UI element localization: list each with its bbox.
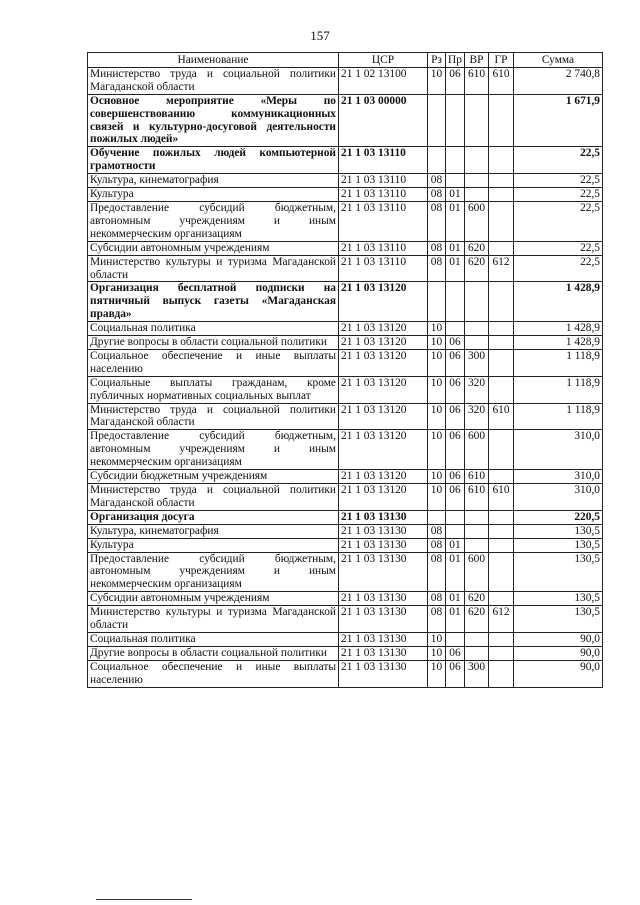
sum-cell: 90,0 <box>514 632 603 646</box>
header-csr: ЦСР <box>339 53 428 68</box>
table-row <box>88 349 603 376</box>
pr-cell: 01 <box>446 538 465 552</box>
pr-cell: 06 <box>446 67 465 94</box>
rz-cell <box>428 510 446 524</box>
name-cell: Другие вопросы в области социальной политики <box>88 336 339 350</box>
sum-cell: 310,0 <box>514 484 603 511</box>
csr-cell: 21 1 03 13130 <box>339 538 428 552</box>
sum-cell: 90,0 <box>514 660 603 687</box>
rz-cell: 10 <box>428 470 446 484</box>
vr-cell: 600 <box>465 430 489 470</box>
table-row <box>88 67 603 94</box>
rz-cell: 10 <box>428 484 446 511</box>
table-row <box>88 255 603 282</box>
gr-cell <box>489 336 514 350</box>
header-name: Наименование <box>88 53 339 68</box>
name-cell: Организация досуга <box>88 510 339 524</box>
name-cell: Обучение пожилых людей компьютерной грамотности <box>88 147 339 174</box>
rz-cell: 08 <box>428 592 446 606</box>
rz-cell: 08 <box>428 174 446 188</box>
name-cell: Предоставление субсидий бюджетным, автономным учреждениям и иным некоммерческим организациям <box>88 552 339 592</box>
page-number: 157 <box>310 28 330 43</box>
name-cell: Предоставление субсидий бюджетным, автономным учреждениям и иным некоммерческим организациям <box>88 201 339 241</box>
sum-cell: 1 118,9 <box>514 403 603 430</box>
name-cell: Субсидии автономным учреждениям <box>88 592 339 606</box>
table-row <box>88 403 603 430</box>
sum-cell: 90,0 <box>514 646 603 660</box>
name-cell: Культура <box>88 188 339 202</box>
gr-cell: 610 <box>489 484 514 511</box>
csr-cell: 21 1 03 13130 <box>339 632 428 646</box>
sum-cell: 130,5 <box>514 538 603 552</box>
gr-cell <box>489 322 514 336</box>
gr-cell: 610 <box>489 403 514 430</box>
rz-cell: 10 <box>428 430 446 470</box>
csr-cell: 21 1 03 13130 <box>339 524 428 538</box>
sum-cell: 130,5 <box>514 524 603 538</box>
rz-cell: 08 <box>428 188 446 202</box>
vr-cell <box>465 538 489 552</box>
sum-cell: 2 740,8 <box>514 67 603 94</box>
rz-cell: 08 <box>428 241 446 255</box>
gr-cell <box>489 660 514 687</box>
gr-cell: 610 <box>489 67 514 94</box>
vr-cell <box>465 524 489 538</box>
rz-cell <box>428 94 446 147</box>
gr-cell <box>489 470 514 484</box>
vr-cell <box>465 147 489 174</box>
rz-cell: 10 <box>428 67 446 94</box>
vr-cell: 320 <box>465 376 489 403</box>
name-cell: Организация бесплатной подписки на пятничный выпуск газеты «Магаданская правда» <box>88 282 339 322</box>
header-sum: Сумма <box>514 53 603 68</box>
gr-cell <box>489 376 514 403</box>
vr-cell: 300 <box>465 349 489 376</box>
table-row <box>88 336 603 350</box>
rz-cell <box>428 147 446 174</box>
table-row <box>88 646 603 660</box>
rz-cell: 10 <box>428 322 446 336</box>
sum-cell: 22,5 <box>514 147 603 174</box>
pr-cell <box>446 510 465 524</box>
table-row <box>88 470 603 484</box>
name-cell: Другие вопросы в области социальной политики <box>88 646 339 660</box>
vr-cell: 620 <box>465 241 489 255</box>
vr-cell <box>465 632 489 646</box>
vr-cell: 320 <box>465 403 489 430</box>
table-row <box>88 282 603 322</box>
rz-cell: 08 <box>428 552 446 592</box>
sum-cell: 130,5 <box>514 592 603 606</box>
csr-cell: 21 1 03 13120 <box>339 484 428 511</box>
csr-cell: 21 1 03 13130 <box>339 606 428 633</box>
sum-cell: 310,0 <box>514 470 603 484</box>
gr-cell <box>489 646 514 660</box>
pr-cell <box>446 174 465 188</box>
sum-cell: 220,5 <box>514 510 603 524</box>
rz-cell: 10 <box>428 376 446 403</box>
sum-cell: 1 428,9 <box>514 336 603 350</box>
pr-cell: 06 <box>446 376 465 403</box>
sum-cell: 130,5 <box>514 552 603 592</box>
rz-cell: 08 <box>428 255 446 282</box>
pr-cell <box>446 282 465 322</box>
name-cell: Культура <box>88 538 339 552</box>
pr-cell: 01 <box>446 255 465 282</box>
pr-cell <box>446 632 465 646</box>
csr-cell: 21 1 03 13120 <box>339 430 428 470</box>
csr-cell: 21 1 03 13110 <box>339 201 428 241</box>
name-cell: Министерство труда и социальной политики Магаданской области <box>88 403 339 430</box>
name-cell: Социальное обеспечение и иные выплаты населению <box>88 660 339 687</box>
table-row <box>88 174 603 188</box>
csr-cell: 21 1 03 13120 <box>339 349 428 376</box>
gr-cell <box>489 510 514 524</box>
table-row <box>88 484 603 511</box>
csr-cell: 21 1 03 13110 <box>339 147 428 174</box>
csr-cell: 21 1 03 13120 <box>339 470 428 484</box>
csr-cell: 21 1 03 13120 <box>339 403 428 430</box>
table-row <box>88 376 603 403</box>
pr-cell: 06 <box>446 336 465 350</box>
header-vr: ВР <box>465 53 489 68</box>
gr-cell <box>489 241 514 255</box>
sum-cell: 1 118,9 <box>514 349 603 376</box>
pr-cell: 01 <box>446 592 465 606</box>
rz-cell: 10 <box>428 632 446 646</box>
vr-cell: 620 <box>465 255 489 282</box>
gr-cell <box>489 538 514 552</box>
csr-cell: 21 1 03 13110 <box>339 188 428 202</box>
budget-table <box>87 52 603 688</box>
table-row <box>88 524 603 538</box>
vr-cell: 620 <box>465 606 489 633</box>
name-cell: Социальное обеспечение и иные выплаты населению <box>88 349 339 376</box>
vr-cell: 620 <box>465 592 489 606</box>
rz-cell: 08 <box>428 606 446 633</box>
sum-cell: 22,5 <box>514 201 603 241</box>
gr-cell <box>489 632 514 646</box>
vr-cell <box>465 188 489 202</box>
vr-cell: 610 <box>465 470 489 484</box>
sum-cell: 130,5 <box>514 606 603 633</box>
pr-cell <box>446 94 465 147</box>
table-row <box>88 552 603 592</box>
csr-cell: 21 1 03 13120 <box>339 282 428 322</box>
name-cell: Министерство труда и социальной политики Магаданской области <box>88 67 339 94</box>
table-row <box>88 510 603 524</box>
sum-cell: 310,0 <box>514 430 603 470</box>
gr-cell <box>489 524 514 538</box>
rz-cell: 08 <box>428 538 446 552</box>
vr-cell <box>465 94 489 147</box>
name-cell: Социальные выплаты гражданам, кроме публичных нормативных социальных выплат <box>88 376 339 403</box>
gr-cell <box>489 430 514 470</box>
vr-cell <box>465 336 489 350</box>
gr-cell <box>489 147 514 174</box>
sum-cell: 22,5 <box>514 255 603 282</box>
pr-cell: 06 <box>446 484 465 511</box>
vr-cell: 610 <box>465 67 489 94</box>
gr-cell <box>489 94 514 147</box>
gr-cell <box>489 282 514 322</box>
csr-cell: 21 1 03 13130 <box>339 646 428 660</box>
table-row <box>88 322 603 336</box>
csr-cell: 21 1 02 13100 <box>339 67 428 94</box>
name-cell: Социальная политика <box>88 322 339 336</box>
name-cell: Основное мероприятие «Меры по совершенствованию коммуникационных связей и культурно-досуговой деятельности пожилых людей» <box>88 94 339 147</box>
rz-cell: 08 <box>428 524 446 538</box>
pr-cell <box>446 147 465 174</box>
gr-cell <box>489 349 514 376</box>
name-cell: Министерство культуры и туризма Магаданской области <box>88 255 339 282</box>
pr-cell: 01 <box>446 552 465 592</box>
csr-cell: 21 1 03 00000 <box>339 94 428 147</box>
rz-cell: 10 <box>428 349 446 376</box>
rz-cell: 10 <box>428 336 446 350</box>
table-row <box>88 147 603 174</box>
gr-cell: 612 <box>489 606 514 633</box>
header-pr: Пр <box>446 53 465 68</box>
csr-cell: 21 1 03 13120 <box>339 336 428 350</box>
gr-cell <box>489 188 514 202</box>
vr-cell <box>465 174 489 188</box>
csr-cell: 21 1 03 13130 <box>339 592 428 606</box>
vr-cell <box>465 322 489 336</box>
csr-cell: 21 1 03 13110 <box>339 255 428 282</box>
vr-cell <box>465 646 489 660</box>
rz-cell: 10 <box>428 660 446 687</box>
table-row <box>88 592 603 606</box>
sum-cell: 22,5 <box>514 174 603 188</box>
name-cell: Субсидии бюджетным учреждениям <box>88 470 339 484</box>
gr-cell <box>489 592 514 606</box>
pr-cell: 06 <box>446 470 465 484</box>
sum-cell: 1 671,9 <box>514 94 603 147</box>
pr-cell <box>446 524 465 538</box>
csr-cell: 21 1 03 13130 <box>339 660 428 687</box>
gr-cell <box>489 201 514 241</box>
gr-cell: 612 <box>489 255 514 282</box>
vr-cell: 300 <box>465 660 489 687</box>
pr-cell: 01 <box>446 201 465 241</box>
name-cell: Министерство культуры и туризма Магаданской области <box>88 606 339 633</box>
table-row <box>88 606 603 633</box>
sum-cell: 1 118,9 <box>514 376 603 403</box>
pr-cell: 01 <box>446 606 465 633</box>
sum-cell: 1 428,9 <box>514 322 603 336</box>
pr-cell: 06 <box>446 646 465 660</box>
vr-cell: 600 <box>465 552 489 592</box>
pr-cell: 06 <box>446 430 465 470</box>
table-row <box>88 538 603 552</box>
csr-cell: 21 1 03 13110 <box>339 241 428 255</box>
table-row <box>88 94 603 147</box>
vr-cell: 600 <box>465 201 489 241</box>
rz-cell: 10 <box>428 403 446 430</box>
header-rz: Рз <box>428 53 446 68</box>
csr-cell: 21 1 03 13120 <box>339 376 428 403</box>
name-cell: Культура, кинематография <box>88 524 339 538</box>
sum-cell: 1 428,9 <box>514 282 603 322</box>
pr-cell: 01 <box>446 188 465 202</box>
vr-cell <box>465 510 489 524</box>
table-row <box>88 201 603 241</box>
pr-cell: 06 <box>446 660 465 687</box>
gr-cell <box>489 552 514 592</box>
rz-cell: 10 <box>428 646 446 660</box>
sum-cell: 22,5 <box>514 188 603 202</box>
pr-cell: 06 <box>446 349 465 376</box>
header-gr: ГР <box>489 53 514 68</box>
footnote-rule <box>96 899 192 900</box>
csr-cell: 21 1 03 13110 <box>339 174 428 188</box>
table-row <box>88 188 603 202</box>
rz-cell <box>428 282 446 322</box>
table-row <box>88 241 603 255</box>
name-cell: Социальная политика <box>88 632 339 646</box>
table-row <box>88 430 603 470</box>
csr-cell: 21 1 03 13130 <box>339 552 428 592</box>
name-cell: Предоставление субсидий бюджетным, автономным учреждениям и иным некоммерческим организациям <box>88 430 339 470</box>
pr-cell: 01 <box>446 241 465 255</box>
name-cell: Культура, кинематография <box>88 174 339 188</box>
table-header-row <box>88 53 603 68</box>
csr-cell: 21 1 03 13130 <box>339 510 428 524</box>
vr-cell: 610 <box>465 484 489 511</box>
pr-cell: 06 <box>446 403 465 430</box>
name-cell: Субсидии автономным учреждениям <box>88 241 339 255</box>
csr-cell: 21 1 03 13120 <box>339 322 428 336</box>
table-row <box>88 632 603 646</box>
pr-cell <box>446 322 465 336</box>
table-row <box>88 660 603 687</box>
sum-cell: 22,5 <box>514 241 603 255</box>
rz-cell: 08 <box>428 201 446 241</box>
vr-cell <box>465 282 489 322</box>
gr-cell <box>489 174 514 188</box>
name-cell: Министерство труда и социальной политики Магаданской области <box>88 484 339 511</box>
